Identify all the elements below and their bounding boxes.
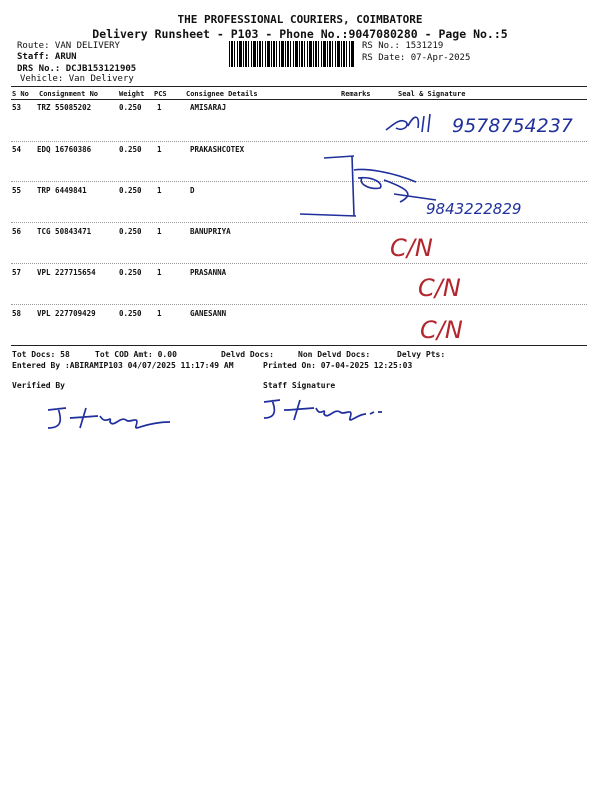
row-pcs: 1 [157, 309, 162, 318]
verified-by-label: Verified By [12, 381, 65, 390]
printed-on: Printed On: 07-04-2025 12:25:03 [263, 361, 413, 370]
row-divider [11, 141, 587, 142]
row58-mark [416, 310, 516, 346]
total-docs: Tot Docs: 58 [12, 350, 70, 359]
col-seal-signature: Seal & Signature [398, 90, 466, 98]
entered-by: Entered By :ABIRAMIP103 04/07/2025 11:17:49 AM [12, 361, 234, 370]
row-divider [11, 222, 587, 223]
verifier-signature [40, 398, 180, 438]
row-consignment: TRZ 55085202 [37, 103, 92, 112]
row-consignment: VPL 227709429 [37, 309, 96, 318]
rs-number: RS No.: 1531219 [362, 41, 444, 51]
row55-signature [296, 150, 596, 222]
row56-mark [386, 228, 486, 264]
row-consignment: TCG 50843471 [37, 227, 92, 236]
row-weight: 0.250 [119, 268, 142, 277]
row53-signature [380, 108, 595, 140]
row56-cn: C/N [390, 234, 433, 262]
col-pcs: PCS [154, 90, 167, 98]
row-sno: 54 [12, 145, 22, 154]
delivery-points: Delvy Pts: [397, 350, 446, 359]
row-sno: 53 [12, 103, 22, 112]
row-pcs: 1 [157, 103, 162, 112]
row-sno: 56 [12, 227, 22, 236]
row-weight: 0.250 [119, 186, 142, 195]
row-consignee: GANESANN [190, 309, 227, 318]
staff-signature-label: Staff Signature [263, 381, 336, 390]
row-consignment: EDQ 16760386 [37, 145, 92, 154]
row-consignment: TRP 6449841 [37, 186, 87, 195]
row-pcs: 1 [157, 227, 162, 236]
row57-mark [414, 268, 514, 304]
vehicle-label: Vehicle: Van Delivery [20, 74, 134, 84]
row-divider [11, 263, 587, 264]
row-sno: 57 [12, 268, 22, 277]
row-weight: 0.250 [119, 309, 142, 318]
row-consignment: VPL 227715654 [37, 268, 96, 277]
row-pcs: 1 [157, 186, 162, 195]
total-cod-amount: Tot COD Amt: 0.00 [95, 350, 177, 359]
row-weight: 0.250 [119, 103, 142, 112]
staff-label: Staff: ARUN [17, 52, 77, 62]
col-consignee: Consignee Details [186, 90, 258, 98]
row-consignee: D [190, 186, 195, 195]
delivered-docs: Delvd Docs: [221, 350, 274, 359]
row-sno: 55 [12, 186, 22, 195]
barcode [229, 41, 355, 67]
row-divider [11, 304, 587, 305]
row-consignee: PRAKASHCOTEX [190, 145, 245, 154]
row-sno: 58 [12, 309, 22, 318]
table-top-rule [11, 86, 587, 87]
row57-cn: C/N [418, 274, 461, 302]
table-header-rule [11, 99, 587, 100]
col-sno: S No [12, 90, 29, 98]
company-title: THE PROFESSIONAL COURIERS, COIMBATORE [177, 13, 423, 26]
col-weight: Weight [119, 90, 145, 98]
row-consignee: AMISARAJ [190, 103, 227, 112]
row55-phone: 9843222829 [426, 200, 522, 218]
non-delivered-docs: Non Delvd Docs: [298, 350, 371, 359]
route-label: Route: VAN DELIVERY [17, 41, 120, 51]
drs-number: DRS No.: DCJB153121905 [17, 64, 137, 74]
rs-date: RS Date: 07-Apr-2025 [362, 53, 471, 63]
row-pcs: 1 [157, 268, 162, 277]
row-weight: 0.250 [119, 227, 142, 236]
runsheet-subtitle: Delivery Runsheet - P103 - Phone No.:9047080280 - Page No.:5 [92, 27, 508, 41]
col-remarks: Remarks [341, 90, 371, 98]
row-consignee: PRASANNA [190, 268, 227, 277]
row58-cn: C/N [420, 316, 463, 344]
staff-signature [258, 392, 398, 428]
row53-phone: 9578754237 [452, 115, 573, 137]
row-weight: 0.250 [119, 145, 142, 154]
row-pcs: 1 [157, 145, 162, 154]
col-consignment: Consignment No [39, 90, 99, 98]
row-consignee: BANUPRIYA [190, 227, 231, 236]
